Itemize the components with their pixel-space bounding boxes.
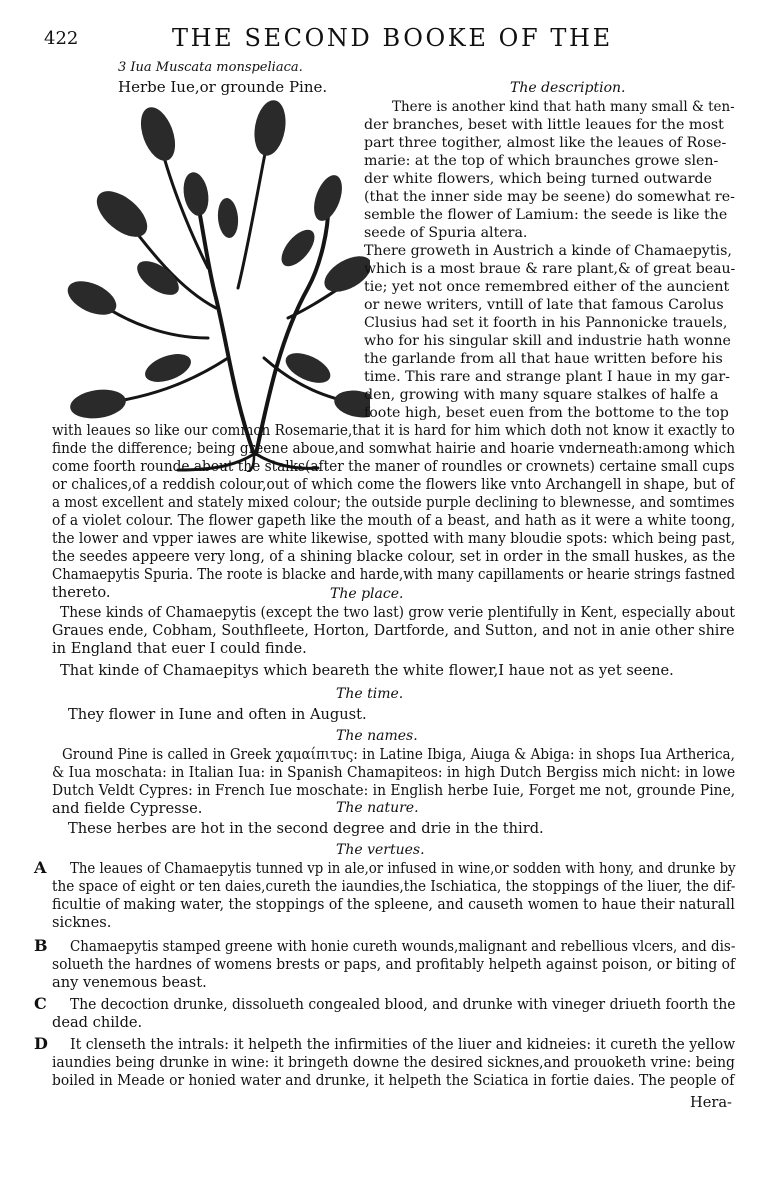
text-line: They flower in Iune and often in August. [68, 706, 367, 723]
page-number: 422 [44, 28, 79, 49]
text-line: the space of eight or ten daies,cureth the iaundies,the Ischiatica, the stoppings of the liuer, the dif- [52, 878, 736, 895]
heading-place: The place. [330, 586, 404, 602]
text-line: The decoction drunke, dissolueth congealed blood, and drunke with vineger driueth foorth the [70, 996, 736, 1013]
text-line: or newe writers, vntill of late that famous Carolus [364, 297, 724, 313]
text-line: Clusius had set it foorth in his Pannonicke trauels, [364, 315, 728, 331]
text-line: The leaues of Chamaepytis tunned vp in ale,or infused in wine,or sodden with hony, and drunke by [70, 860, 736, 877]
heading-nature: The nature. [336, 800, 419, 816]
ground-pine-woodcut [58, 98, 370, 472]
text-line: the garlande from all that haue written before his [364, 351, 723, 367]
heading-vertues: The vertues. [336, 842, 425, 858]
text-line: & Iua moschata: in Italian Iua: in Spanish Chamapiteos: in high Dutch Bergiss mich nicht: in lowe [52, 764, 736, 781]
margin-letter: C [34, 994, 47, 1013]
text-line: any venemous beast. [52, 974, 207, 991]
heading-description: The description. [510, 80, 626, 96]
text-line: semble the flower of Lamium: the seede is like the [364, 207, 728, 223]
catchword: Hera- [690, 1094, 732, 1111]
margin-letter: D [34, 1034, 48, 1053]
text-line: Ground Pine is called in Greek χαμαίπιτυς: in Latine Ibiga, Aiuga & Abiga: in shops Iua Artherica, [62, 746, 735, 763]
text-line: marie: at the top of which braunches growe slen- [364, 153, 719, 169]
margin-letter: B [34, 936, 48, 955]
text-line: (that the inner side may be seene) do somewhat re- [364, 189, 735, 205]
text-line: Chamaepytis Spuria. The roote is blacke and harde,with many capillaments or hearie strings fastned [52, 566, 736, 583]
text-line: sicknes. [52, 914, 112, 931]
text-line: It clenseth the intrals: it helpeth the infirmities of the liuer and kidneies: it cureth the yellow [70, 1036, 736, 1053]
margin-letter: A [34, 858, 47, 877]
figure-caption: Herbe Iue,or grounde Pine. [118, 78, 328, 96]
text-line: der white flowers, which being turned outwarde [364, 171, 712, 187]
running-title: THE SECOND BOOKE OF THE [172, 24, 613, 52]
text-line: part three togither, almost like the leaues of Rose- [364, 135, 727, 151]
text-line: Dutch Veldt Cypres: in French Iue moschate: in English herbe Iuie, Forget me not, grounde Pine, [52, 782, 736, 799]
text-line: Graues ende, Cobham, Southfleete, Horton, Dartforde, and Sutton, and not in anie other shire [52, 622, 735, 639]
text-line: the seedes appeere very long, of a shining blacke colour, set in order in the small huskes, as the [52, 548, 736, 565]
text-line: a most excellent and stately mixed colour; the outside purple declining to blewnesse, and somtimes [52, 494, 735, 511]
text-line: the lower and vpper iawes are white likewise, spotted with many bloudie spots: which being past, [52, 530, 736, 547]
heading-names: The names. [336, 728, 418, 744]
text-line: seede of Spuria altera. [364, 225, 528, 241]
figure-label: 3 Iua Muscata monspeliaca. [118, 60, 303, 75]
text-line: dead childe. [52, 1014, 143, 1031]
text-line: den, growing with many square stalkes of halfe a [364, 387, 719, 403]
text-line: solueth the hardnes of womens brests or paps, and profitably helpeth against poison, or biting of [52, 956, 736, 973]
heading-time: The time. [336, 686, 404, 702]
text-line: or chalices,of a reddish colour,out of which come the flowers like vnto Archangell in shape, but of [52, 476, 735, 493]
text-line: thereto. [52, 584, 111, 601]
text-line: tie; yet not once remembred either of the auncient [364, 279, 730, 295]
text-line: and fielde Cypresse. [52, 800, 203, 817]
text-line: boiled in Meade or honied water and drunke, it helpeth the Sciatica in fortie daies. The people of [52, 1072, 735, 1089]
text-line: That kinde of Chamaepitys which beareth the white flower,I haue not as yet seene. [60, 662, 674, 679]
text-line: foote high, beset euen from the bottome to the top [364, 405, 729, 421]
text-line: in England that euer I could finde. [52, 640, 307, 657]
text-line: of a violet colour. The flower gapeth like the mouth of a beast, and hath as it were a white toong, [52, 512, 736, 529]
text-line: These kinds of Chamaepytis (except the two last) grow verie plentifully in Kent, especially about [60, 604, 735, 621]
text-line: who for his singular skill and industrie hath wonne [364, 333, 731, 349]
text-line: time. This rare and strange plant I haue in my gar- [364, 369, 730, 385]
text-line: which is a most braue & rare plant,& of great beau- [364, 261, 736, 277]
text-line: There groweth in Austrich a kinde of Chamaepytis, [364, 243, 732, 259]
text-line: iaundies being drunke in wine: it bringeth downe the desired sicknes,and prouoketh vrine: being [52, 1054, 735, 1071]
running-head [44, 24, 725, 54]
text-line: finde the difference; being greene aboue,and somwhat hairie and hoarie vnderneath:among which [52, 440, 735, 457]
text-line: Chamaepytis stamped greene with honie cureth wounds,malignant and rebellious vlcers, and dis- [70, 938, 736, 955]
text-line: There is another kind that hath many small & ten- [392, 99, 735, 115]
text-line: with leaues so like our common Rosemarie,that it is hard for him which doth not know it exactly to [52, 422, 735, 439]
text-line: ficultie of making water, the stoppings of the spleene, and causeth women to haue their naturall [52, 896, 735, 913]
text-line: der branches, beset with little leaues for the most [364, 117, 724, 133]
text-line: These herbes are hot in the second degree and drie in the third. [68, 820, 544, 837]
text-line: come foorth rounde about the stalks(after the maner of roundles or crownets) certaine small cups [52, 458, 735, 475]
